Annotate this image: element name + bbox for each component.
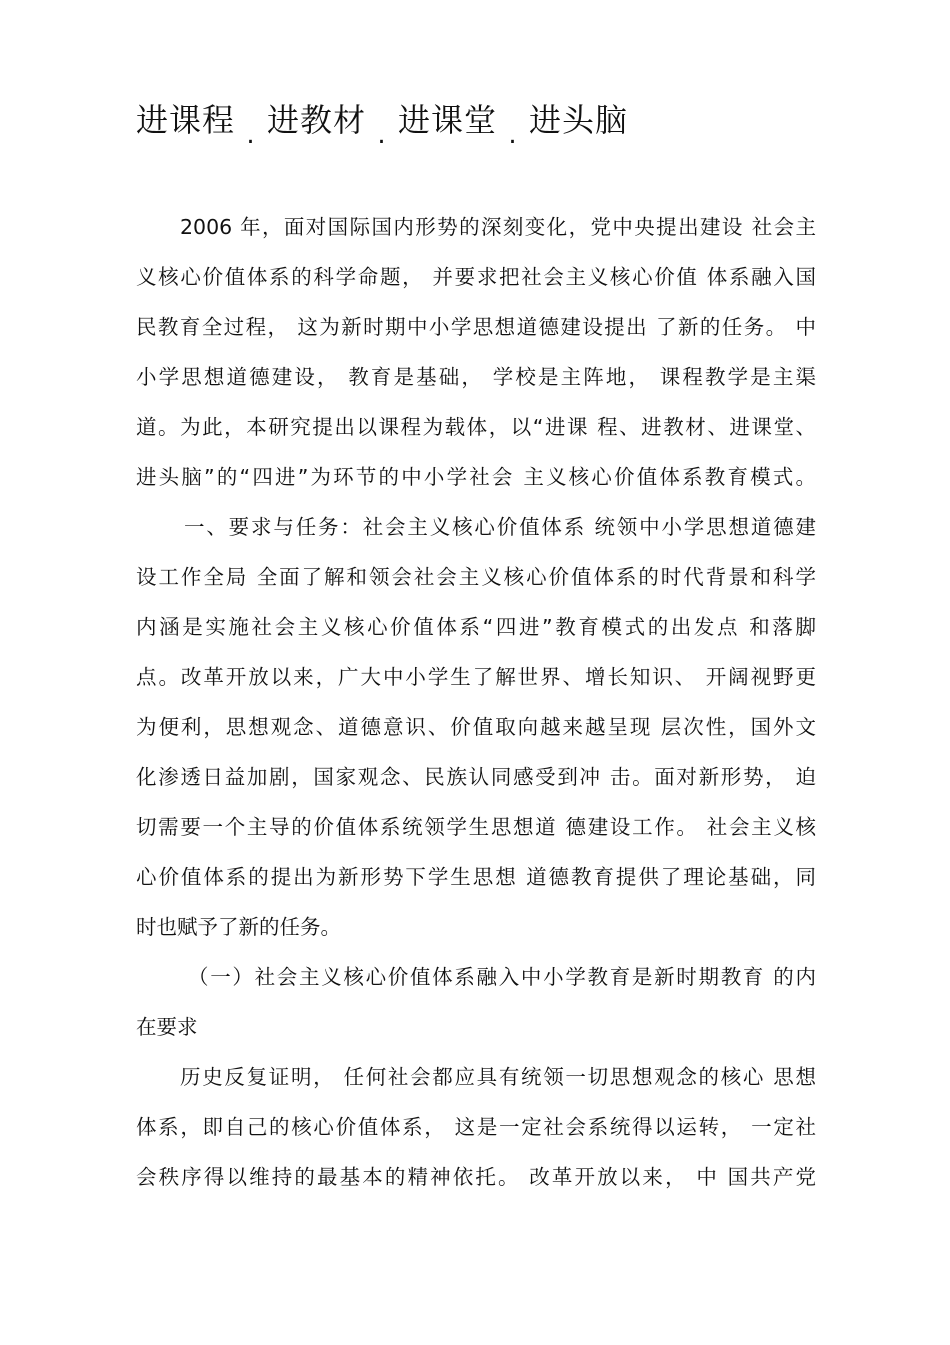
text-line: 历史反复证明， 任何社会都应具有统领一切思想观念的核心 思想 [180,1065,816,1089]
text-line: 民教育全过程， 这为新时期中小学思想道德建设提出 了新的任务。 中 [136,315,816,339]
text-line: 为便利，思想观念、道德意识、价值取向越来越呈现 层次性，国外文 [136,715,816,739]
document-title [136,96,629,150]
text-line: 心价值体系的提出为新形势下学生思想 道德教育提供了理论基础，同 [136,865,816,889]
text-line: 内涵是实施社会主义核心价值体系“四进”教育模式的出发点 和落脚 [136,615,816,639]
title-part: 进课堂 [398,101,498,139]
text-line: 会秩序得以维持的最基本的精神依托。 改革开放以来， 中 国共产党 [136,1165,816,1189]
subsection-heading-line: 在要求 [136,1015,198,1039]
title-separator: . [377,120,387,150]
title-part: 进教材 [267,101,367,139]
text-line: 义核心价值体系的科学命题， 并要求把社会主义核心价值 体系融入国 [136,265,816,289]
section-heading-line: 一、要求与任务：社会主义核心价值体系 统领中小学思想道德建 [184,515,816,539]
title-separator: . [508,120,518,150]
text-line: 体系，即自己的核心价值体系， 这是一定社会系统得以运转， 一定社 [136,1115,816,1139]
subsection-heading-line: （一）社会主义核心价值体系融入中小学教育是新时期教育 的内 [188,965,816,989]
title-separator: . [246,120,256,150]
text-line: 时也赋予了新的任务。 [136,915,341,939]
text-line: 点。改革开放以来，广大中小学生了解世界、增长知识、 开阔视野更 [136,665,816,689]
text-line: 道。为此，本研究提出以课程为载体，以“进课 程、进教材、进课堂、 [136,415,816,439]
title-part: 进头脑 [529,101,629,139]
text-line: 设工作全局 全面了解和领会社会主义核心价值体系的时代背景和科学 [136,565,816,589]
text-line: 切需要一个主导的价值体系统领学生思想道 德建设工作。 社会主义核 [136,815,816,839]
text-line: 进头脑”的“四进”为环节的中小学社会 主义核心价值体系教育模式。 [136,465,816,489]
text-line: 小学思想道德建设， 教育是基础， 学校是主阵地， 课程教学是主渠 [136,365,816,389]
text-line: 化渗透日益加剧，国家观念、民族认同感受到冲 击。面对新形势， 迫 [136,765,816,789]
text-line: 2006 年，面对国际国内形势的深刻变化，党中央提出建设 社会主 [180,215,816,239]
title-part: 进课程 [136,101,236,139]
